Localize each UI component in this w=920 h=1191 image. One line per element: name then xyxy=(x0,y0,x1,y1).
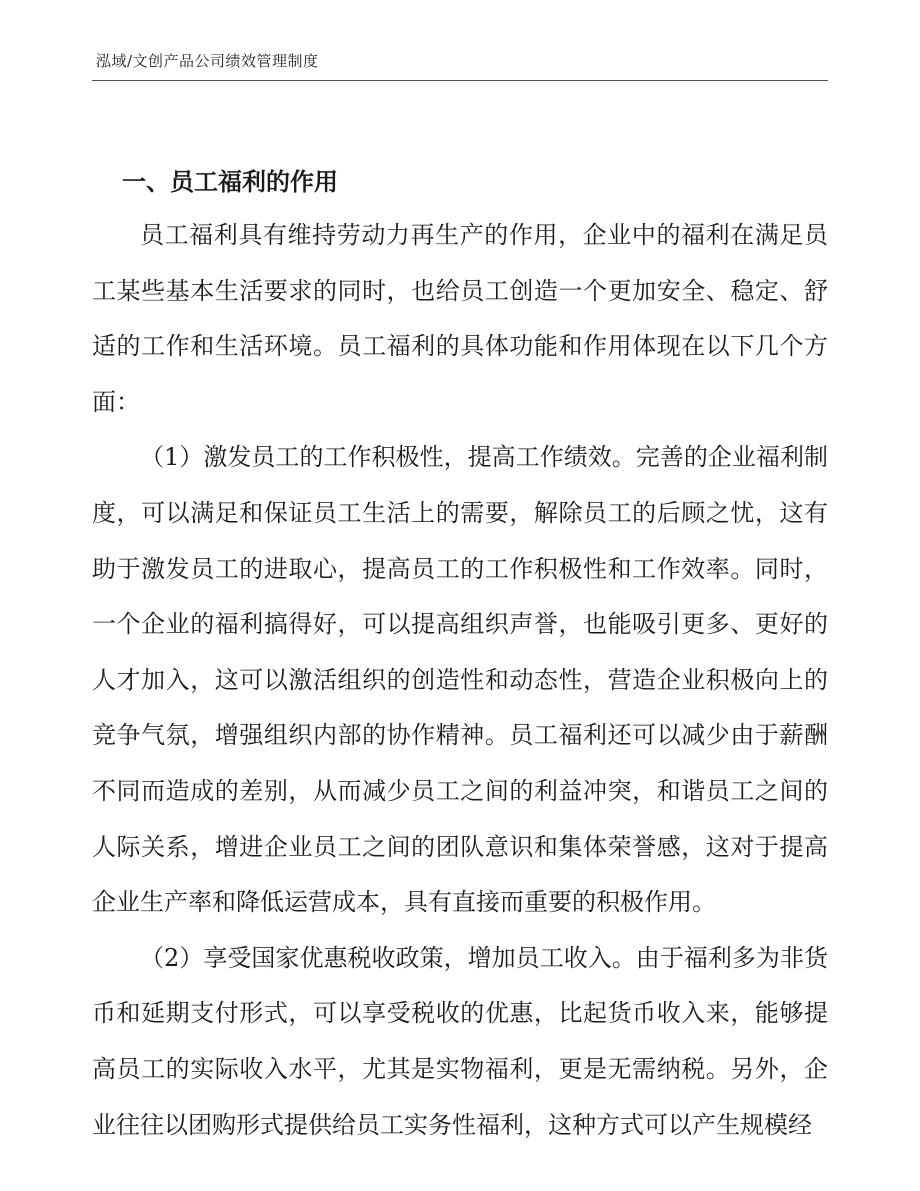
section-heading: 一、员工福利的作用 xyxy=(122,168,338,196)
paragraph-point-1: （1）激发员工的工作积极性，提高工作绩效。完善的企业福利制度，可以满足和保证员工生活上的需要，解除员工的后顾之忧，这有助于激发员工的进取心，提高员工的工作积极性和工作效率。同时，一个企业的福利搞得好，可以提高组织声誉，也能吸引更多、更好的人才加入，这可以激活组织的创造性和动态性，营造企业积极向上的竞争气氛，增强组织内部的协作精神。员工福利还可以减少由于薪酬不同而造成的差别，从而减少员工之间的利益冲突，和谐员工之间的人际关系，增进企业员工之间的团队意识和集体荣誉感，这对于提高企业生产率和降低运营成本，具有直接而重要的积极作用。 xyxy=(92,443,828,917)
header-divider xyxy=(92,80,828,81)
paragraph-point-2: （2）享受国家优惠税收政策，增加员工收入。由于福利多为非货币和延期支付形式，可以享受税收的优惠，比起货币收入来，能够提高员工的实际收入水平，尤其是实物福利，更是无需纳税。另外，企业往往以团购形式提供给员工实务性福利，这种方式可以产生规模经 xyxy=(92,943,828,1139)
paragraph-intro: 员工福利具有维持劳动力再生产的作用，企业中的福利在满足员工某些基本生活要求的同时，也给员工创造一个更加安全、稳定、舒适的工作和生活环境。员工福利的具体功能和作用体现在以下几个方面： xyxy=(92,221,828,416)
document-body xyxy=(92,158,828,1153)
document-header-title: 泓域/文创产品公司绩效管理制度 xyxy=(96,52,319,70)
